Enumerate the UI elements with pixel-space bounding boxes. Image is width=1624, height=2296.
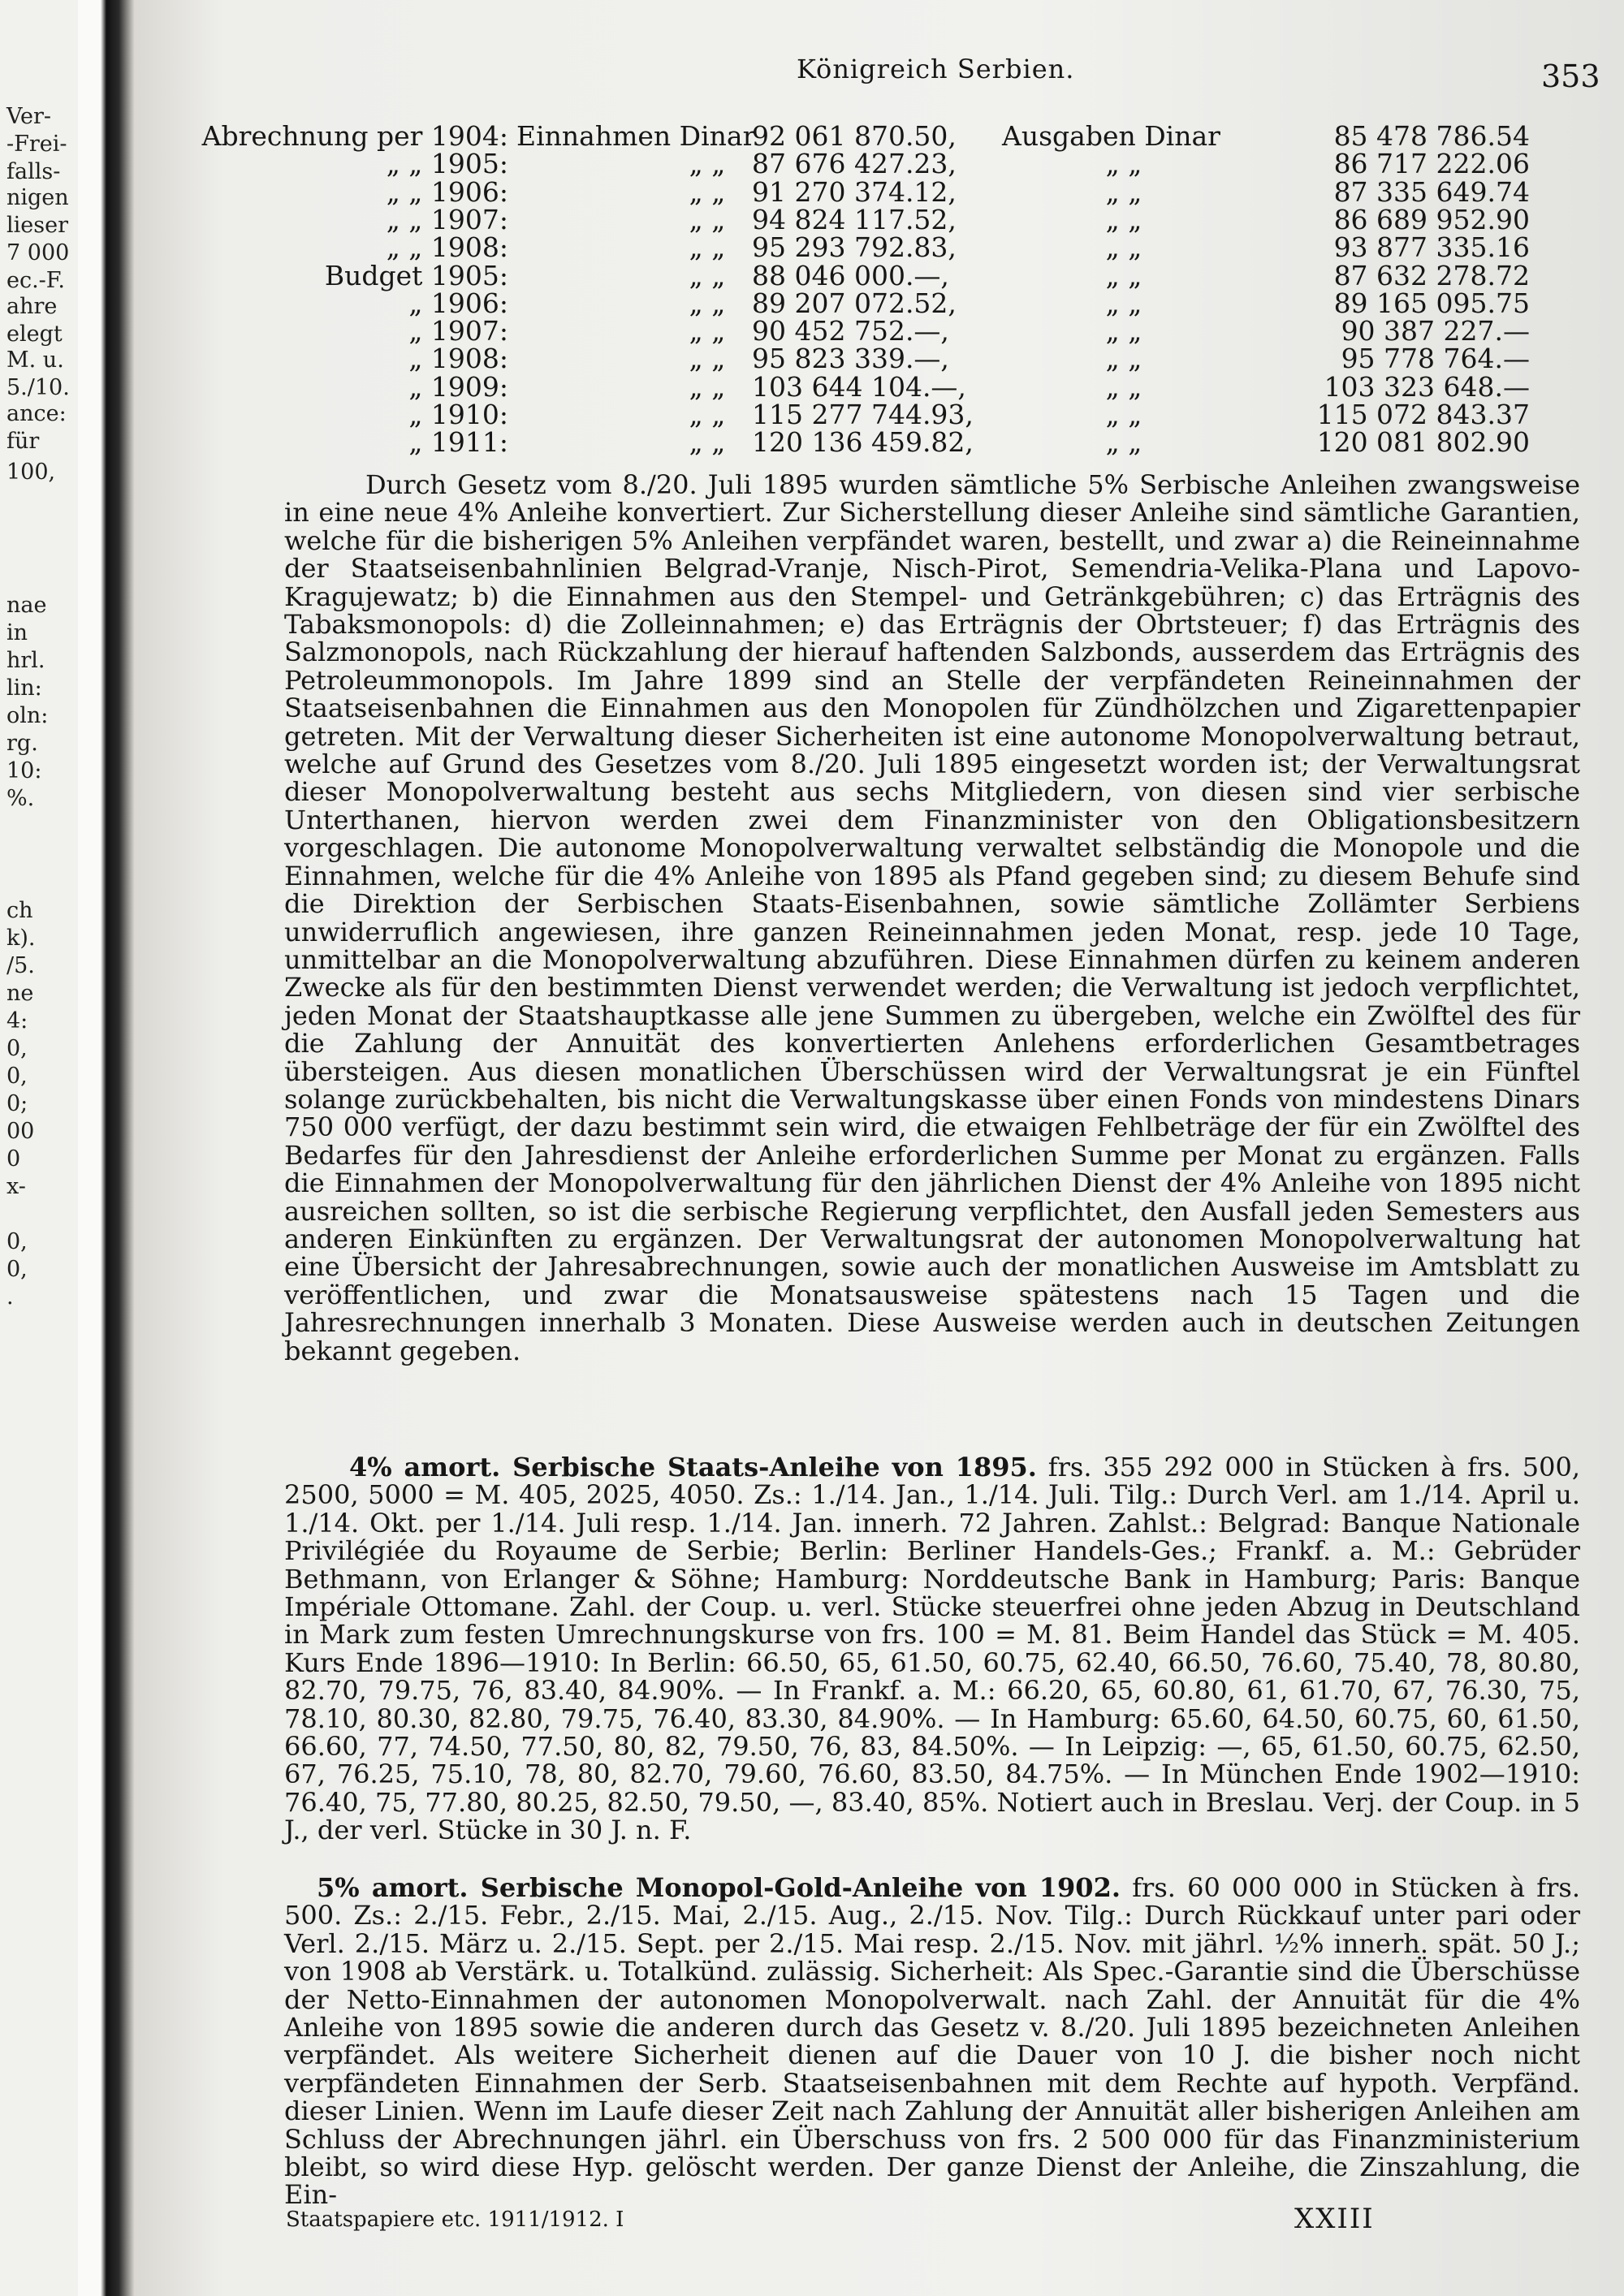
income-value: 89 207 072.52, [752, 287, 957, 319]
margin-fragment: 00 [6, 1119, 35, 1144]
row-label: „ 1911: [408, 426, 508, 459]
margin-fragment: elegt [6, 322, 63, 347]
margin-fragment: oln: [6, 703, 49, 728]
expense-unit: „ „ [1105, 175, 1142, 208]
margin-fragment: 0, [6, 1064, 28, 1089]
book-gutter [78, 0, 135, 2296]
row-label: Budget 1905: [324, 259, 508, 291]
expense-unit: „ „ [1105, 343, 1142, 375]
margin-fragment: 0, [6, 1229, 28, 1254]
expense-value: 120 081 802.90 [1316, 426, 1530, 459]
income-value: 87 676 427.23, [752, 148, 957, 180]
table-row [135, 122, 1624, 151]
paragraph-text: frs. 60 000 000 in Stücken à frs. 500. Zs.: 2./15. Febr., 2./15. Mai, 2./15. Aug., 2./15. Nov. Tilg.: Durch Rückkauf unter pari oder Verl. 2./15. März u. 2./15. Sept. per 2./15. Mai resp. 2./15. Nov. mit jährl. ½% innerh. spät. 50 J.; von 1908 ab Verstärk. u. Totalkünd. zulässig. Sicherheit: Als Spec.-Garantie sind die Überschüsse der Netto-Einnahmen der autonomen Monopolverwalt. nach Zahl. der Annuität für die 4% Anleihe von 1895 sowie die anderen durch das Gesetz v. 8./20. Juli 1895 bezeichneten Anleihen verpfändet. Als weitere Sicherheit dienen auf die Dauer von 10 J. die bisher noch nicht verpfändeten Einnahmen der Serb. Staatseisenbahnen mit dem Rechte auf hypoth. Verpfänd. dieser Linien. Wenn im Laufe dieser Zeit nach Zahlung der Annuität aller bisherigen Anleihen am Schluss der Abrechnungen jährl. ein Überschuss von frs. 2 500 000 für das Finanzministerium bleibt, so wird diese Hyp. gelöscht werden. Der ganze Dienst der Anleihe, die Zinszahlung, die Ein- [284, 1872, 1581, 2211]
income-value: 94 824 117.52, [752, 203, 957, 235]
expense-unit: „ „ [1105, 399, 1142, 430]
margin-fragment: falls- [6, 159, 61, 184]
table-row [135, 317, 1624, 346]
paragraph-loan-1902 [284, 1874, 1580, 2209]
expense-unit: „ „ [1105, 370, 1142, 403]
loan-heading: 4% amort. Serbische Staats-Anleihe von 1895. [349, 1452, 1037, 1482]
sheet-number: XXIII [1294, 2203, 1375, 2235]
margin-fragment: ec.-F. [6, 268, 65, 293]
expense-value: 86 689 952.90 [1333, 203, 1530, 235]
row-label: „ 1909: [408, 370, 508, 403]
margin-fragment: rg. [6, 731, 38, 756]
income-value: 103 644 104.—, [752, 370, 966, 403]
table-row [135, 289, 1624, 318]
margin-fragment: 0; [6, 1091, 28, 1116]
table-row [135, 149, 1624, 179]
margin-fragment: für [6, 429, 40, 454]
income-unit: „ „ [689, 203, 726, 235]
expense-value: 95 778 764.— [1341, 343, 1530, 375]
expense-value: 115 072 843.37 [1316, 399, 1530, 430]
margin-fragment: nae [6, 593, 47, 618]
income-value: 92 061 870.50, [752, 120, 957, 152]
page-number: 353 [1541, 58, 1600, 94]
margin-fragment: 5./10. [6, 375, 70, 400]
income-value: 91 270 374.12, [752, 175, 957, 208]
table-row [135, 175, 1624, 208]
income-value: 95 823 339.—, [752, 343, 949, 375]
expense-unit: „ „ [1105, 287, 1142, 319]
table-row [135, 261, 1624, 291]
footer-signature: Staatspapiere etc. 1911/1912. I [286, 2208, 624, 2232]
margin-fragment: /5. [6, 953, 35, 978]
table-row [135, 400, 1624, 429]
income-unit: „ „ [689, 287, 726, 319]
margin-fragment: ne [6, 981, 34, 1006]
table-row [135, 370, 1624, 403]
expense-value: 85 478 786.54 [1333, 120, 1530, 152]
paragraph-loan-1895 [284, 1453, 1580, 1845]
margin-fragment: 10: [6, 758, 42, 783]
margin-fragment: hrl. [6, 648, 45, 673]
expense-value: 103 323 648.— [1324, 370, 1530, 403]
table-row [135, 233, 1624, 262]
margin-fragment: k). [6, 926, 36, 951]
row-label: „ 1907: [408, 315, 508, 347]
table-row [135, 344, 1624, 373]
paragraph-bond-security [284, 471, 1580, 1365]
table-row [135, 205, 1624, 235]
margin-fragment: ahre [6, 294, 58, 319]
margin-fragment: nigen [6, 185, 69, 210]
expense-unit: „ „ [1105, 203, 1142, 235]
expense-value: 86 717 222.06 [1333, 148, 1530, 180]
income-unit: „ „ [689, 370, 726, 403]
paragraph-text: Durch Gesetz vom 8./20. Juli 1895 wurden sämtliche 5% Serbische Anleihen zwangsweise in eine neue 4% Anleihe konvertiert. Zur Sicherstellung dieser Anleihe sind sämtliche Garantien, welche für die bisherigen 5% Anleihen verpfändet waren, bestellt, und zwar a) die Reineinnahme der Staatseisenbahnlinien Belgrad-Vranje, Nisch-Pirot, Semendria-Velika-Plana und Lapovo-Kragujewatz; b) die Einnahmen aus den Stempel- und Getränkgebühren; c) das Erträgnis des Tabaksmonopols: d) die Zolleinnahmen; e) das Erträgnis der Obrtsteuer; f) das Erträgnis des Salzmonopols, nach Rückzahlung der hierauf haftenden Salzbonds, ausserdem das Erträgnis des Petroleummonopols. Im Jahre 1899 sind an Stelle der verpfändeten Reineinnahmen der Staatseisenbahnen die Einnahmen aus den Monopolen für Zündhölzchen und Zigarettenpapier getreten. Mit der Verwaltung dieser Sicherheiten ist eine autonome Monopolverwaltung betraut, welche auf Grund des Gesetzes vom 8./20. Juli 1895 eingesetzt worden ist; der Verwaltungsrat dieser Monopolverwaltung besteht aus sechs Mitgliedern, von diesen sind vier serbische Unterthanen, hiervon werden zwei dem Finanzminister von den Obligationsbesitzern vorgeschlagen. Die autonome Monopolverwaltung verwaltet selbständig die Monopole und die Einnahmen, welche für die 4% Anleihe von 1895 als Pfand gegeben sind; zu diesem Behufe sind die Direktion der Serbischen Staats-Eisenbahnen, sowie sämtliche Zollämter Serbiens unwiderruflich angewiesen, ihre ganzen Reineinnahmen jeden Monat, resp. jede 10 Tage, unmittelbar an die Monopolverwaltung abzuführen. Diese Einnahmen dürfen zu keinem anderen Zwecke als für den bestimmten Dienst verwendet werden; die Verwaltung ist jedoch verpflichtet, jeden Monat der Staatshauptkasse alle jene Summen zu übergeben, welche ein Zwölftel des für die Zahlung der Annuität des konvertierten Anlehens erforderlichen Gesamtbetrages übersteigen. Aus diesen monatlichen Überschüssen wird der Verwaltungsrat je ein Fünftel solange zurückbehalten, bis nicht die Verwaltungskasse über einen Fonds von mindestens Dinars 750 000 verfügt, der dazu bestimmt sein wird, die etwaigen Fehlbeträge der für ein Zwölftel des Bedarfes für den Jahresdienst der Anleihe erforderlichen Summe per Monat zu ergänzen. Falls die Einnahmen der Monopolverwaltung für den jährlichen Dienst der 4% Anleihe von 1895 nicht ausreichen sollten, so ist die serbische Regierung verpflichtet, den Ausfall jeden Semesters aus anderen Einkünften zu ergänzen. Der Verwaltungsrat der autonomen Monopolverwaltung hat eine Übersicht der Jahresabrechnungen, sowie auch der monatlichen Ausweise im Amtsblatt zu veröffentlichen, und zwar die Monatsausweise spätestens nach 15 Tagen und die Jahresrechnungen innerhalb 3 Monaten. Diese Ausweise werden auch in deutschen Zeitungen bekannt gegeben. [284, 469, 1580, 1366]
row-label: „ 1908: [408, 343, 508, 375]
expense-unit: Ausgaben Dinar [1002, 120, 1220, 152]
table-row [135, 428, 1624, 457]
margin-fragment: 0, [6, 1036, 28, 1061]
income-unit: „ „ [689, 426, 726, 459]
margin-fragment: 7 000 [6, 240, 70, 265]
expense-value: 93 877 335.16 [1333, 231, 1530, 264]
expense-value: 90 387 227.— [1341, 315, 1530, 347]
margin-fragment: %. [6, 786, 35, 811]
row-label: „ 1906: [408, 287, 508, 319]
margin-fragment: . [6, 1284, 14, 1310]
income-unit: „ „ [689, 175, 726, 208]
row-label: „ „ 1908: [386, 231, 508, 264]
income-value: 95 293 792.83, [752, 231, 957, 264]
adjacent-page-strip [0, 0, 81, 2296]
income-unit: „ „ [689, 315, 726, 347]
margin-fragment: M. u. [6, 347, 64, 373]
income-unit: „ „ [689, 399, 726, 430]
margin-fragment: x- [6, 1174, 26, 1199]
margin-fragment: Ver- [6, 104, 52, 129]
expense-value: 87 335 649.74 [1333, 175, 1530, 208]
expense-unit: „ „ [1105, 315, 1142, 347]
row-label: „ „ 1907: [386, 203, 508, 235]
expense-unit: „ „ [1105, 426, 1142, 459]
margin-fragment: lieser [6, 213, 68, 238]
document-page [135, 0, 1624, 2296]
margin-fragment: lin: [6, 675, 42, 701]
row-label: „ „ 1905: [386, 148, 508, 180]
income-unit: „ „ [689, 231, 726, 264]
margin-fragment: 0 [6, 1146, 21, 1172]
expense-unit: „ „ [1105, 231, 1142, 264]
margin-fragment: ch [6, 898, 33, 923]
income-value: 88 046 000.—, [752, 259, 949, 291]
margin-fragment: 4: [6, 1008, 28, 1034]
income-value: 115 277 744.93, [752, 399, 974, 430]
row-label: Abrechnung per 1904: [201, 120, 508, 152]
margin-fragment: 100, [6, 460, 56, 485]
expense-value: 89 165 095.75 [1333, 287, 1530, 319]
income-unit: Einnahmen Dinar [516, 120, 756, 152]
expense-unit: „ „ [1105, 148, 1142, 180]
income-value: 90 452 752.—, [752, 315, 949, 347]
expense-value: 87 632 278.72 [1333, 259, 1530, 291]
expense-unit: „ „ [1105, 259, 1142, 291]
paragraph-text: frs. 355 292 000 in Stücken à frs. 500, 2500, 5000 = M. 405, 2025, 4050. Zs.: 1./14. Jan., 1./14. Juli. Tilg.: Durch Verl. am 1./14. April u. 1./14. Okt. per 1./14. Juli resp. 1./14. Jan. innerh. 72 Jahren. Zahlst.: Belgrad: Banque Nationale Privilégiée du Royaume de Serbie; Berlin: Berliner Handels-Ges.; Frankf. a. M.: Gebrüder Bethmann, von Erlanger & Söhne; Hamburg: Norddeutsche Bank in Hamburg; Paris: Banque Impériale Ottomane. Zahl. der Coup. u. verl. Stücke steuerfrei ohne jeden Abzug in Deutschland in Mark zum festen Umrechnungskurse von frs. 100 = M. 81. Beim Handel das Stück = M. 405. Kurs Ende 1896—1910: In Berlin: 66.50, 65, 61.50, 60.75, 62.40, 66.50, 76.60, 75.40, 78, 80.80, 82.70, 79.75, 76, 83.40, 84.90%. — In Frankf. a. M.: 66.20, 65, 60.80, 61, 61.70, 67, 76.30, 75, 78.10, 80.30, 82.80, 79.75, 76.40, 83.30, 84.90%. — In Hamburg: 65.60, 64.50, 60.75, 60, 61.50, 66.60, 77, 74.50, 77.50, 80, 82, 79.50, 76, 83, 84.50%. — In Leipzig: —, 65, 61.50, 60.75, 62.50, 67, 76.25, 75.10, 78, 80, 82.70, 79.60, 76.60, 83.50, 84.75%. — In München Ende 1902—1910: 76.40, 75, 77.80, 80.25, 82.50, 79.50, —, 83.40, 85%. Notiert auch in Breslau. Verj. der Coup. in 5 J., der verl. Stücke in 30 J. n. F. [284, 1452, 1581, 1846]
margin-fragment: in [6, 620, 28, 645]
row-label: „ 1910: [408, 399, 508, 430]
income-unit: „ „ [689, 343, 726, 375]
income-unit: „ „ [689, 148, 726, 180]
margin-fragment: ance: [6, 401, 67, 426]
loan-heading: 5% amort. Serbische Monopol-Gold-Anleihe von 1902. [317, 1872, 1121, 1903]
income-value: 120 136 459.82, [752, 426, 974, 459]
margin-fragment: -Frei- [6, 132, 67, 157]
row-label: „ „ 1906: [386, 175, 508, 208]
running-header: Königreich Serbien. [797, 54, 1075, 84]
income-unit: „ „ [689, 259, 726, 291]
margin-fragment: 0, [6, 1257, 28, 1282]
